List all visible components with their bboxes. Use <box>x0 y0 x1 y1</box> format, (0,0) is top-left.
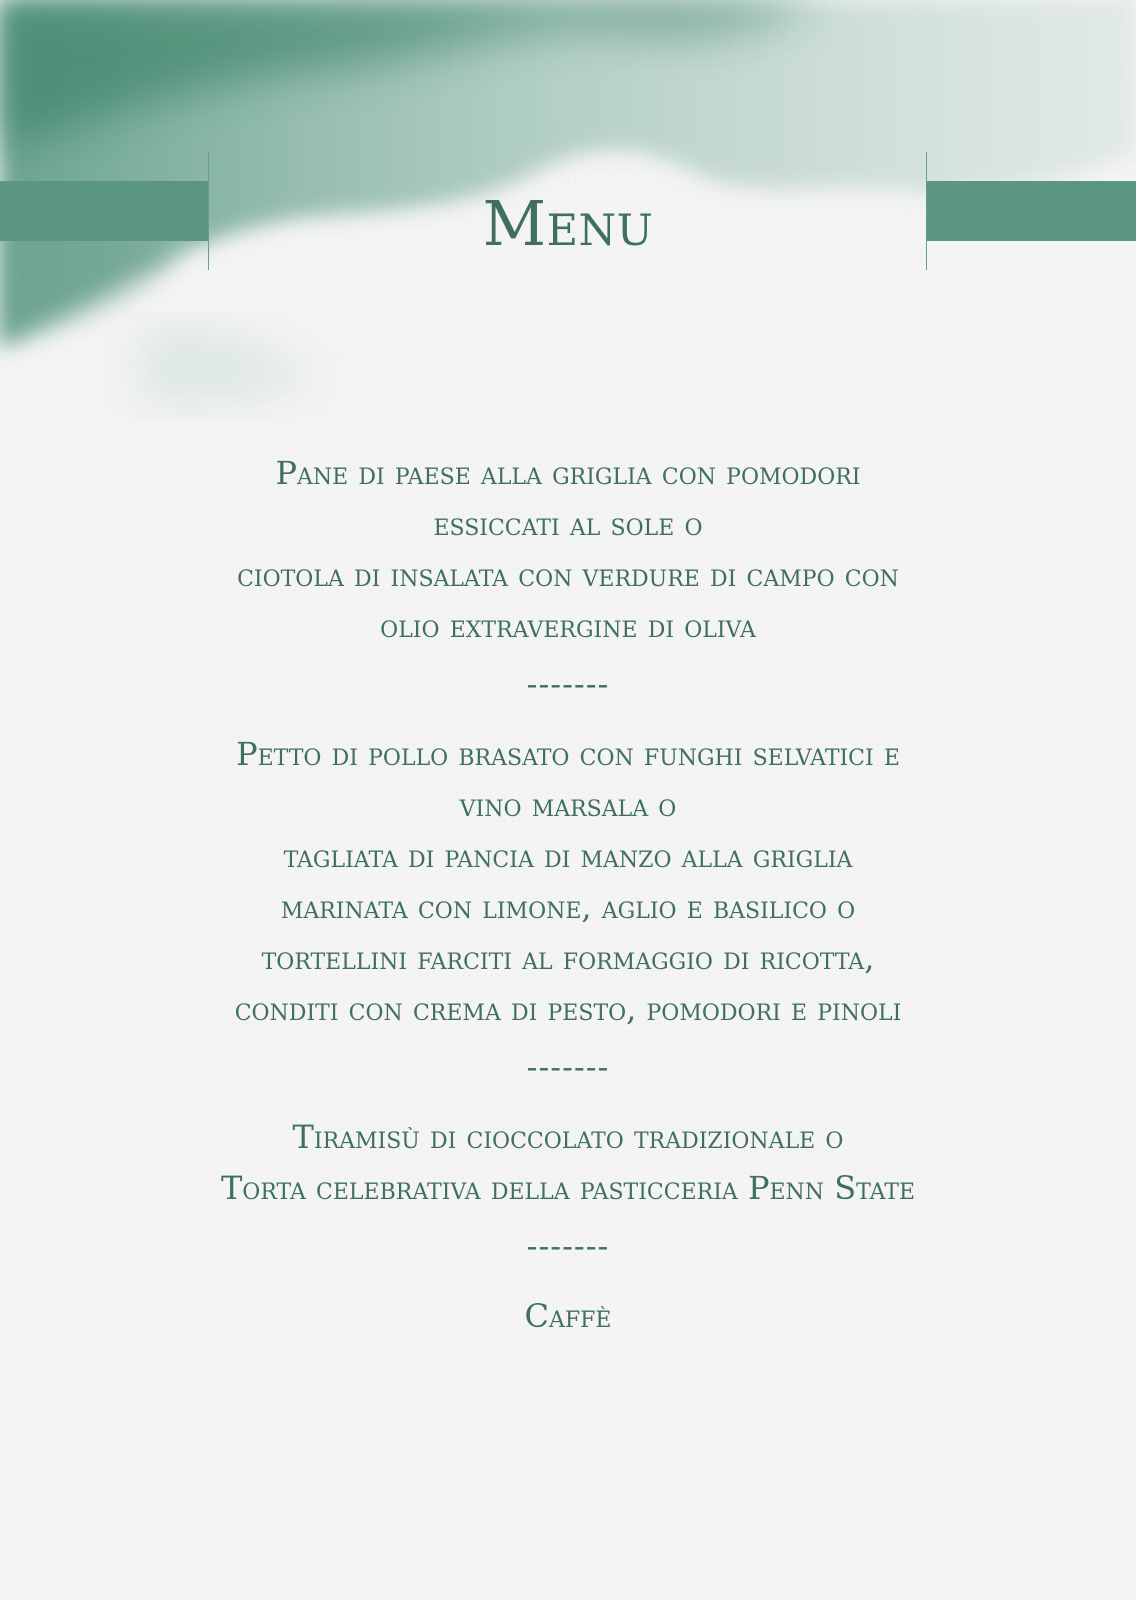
section-separator: ------- <box>526 665 610 703</box>
menu-list <box>0 448 1136 1342</box>
menu-line: Tiramisù di cioccolato tradizionale o <box>292 1118 844 1156</box>
menu-line: marinata con limone, aglio e basilico o <box>280 888 856 926</box>
menu-line: vino marsala o <box>459 786 677 824</box>
menu-section-desserts <box>0 1112 1136 1214</box>
menu-line: conditi con crema di pesto, pomodori e pinoli <box>234 990 902 1028</box>
menu-line: Torta celebrativa della pasticceria Penn State <box>220 1169 916 1207</box>
menu-line: essiccati al sole o <box>433 505 703 543</box>
menu-line: ciotola di insalata con verdure di campo con <box>237 556 899 594</box>
section-separator: ------- <box>526 1048 610 1086</box>
menu-line: Pane di paese alla griglia con pomodori <box>275 454 861 492</box>
menu-line: Petto di pollo brasato con funghi selvatici e <box>236 735 900 773</box>
menu-line: olio extravergine di oliva <box>380 607 756 645</box>
menu-section-mains <box>0 729 1136 1035</box>
menu-section-starters <box>0 448 1136 652</box>
menu-line: tortellini farciti al formaggio di ricotta, <box>261 939 875 977</box>
menu-line: Caffè <box>524 1297 612 1335</box>
menu-line: tagliata di pancia di manzo alla griglia <box>283 837 853 875</box>
menu-title: Menu <box>482 187 654 260</box>
section-separator: ------- <box>526 1227 610 1265</box>
menu-section-coffee <box>0 1291 1136 1342</box>
